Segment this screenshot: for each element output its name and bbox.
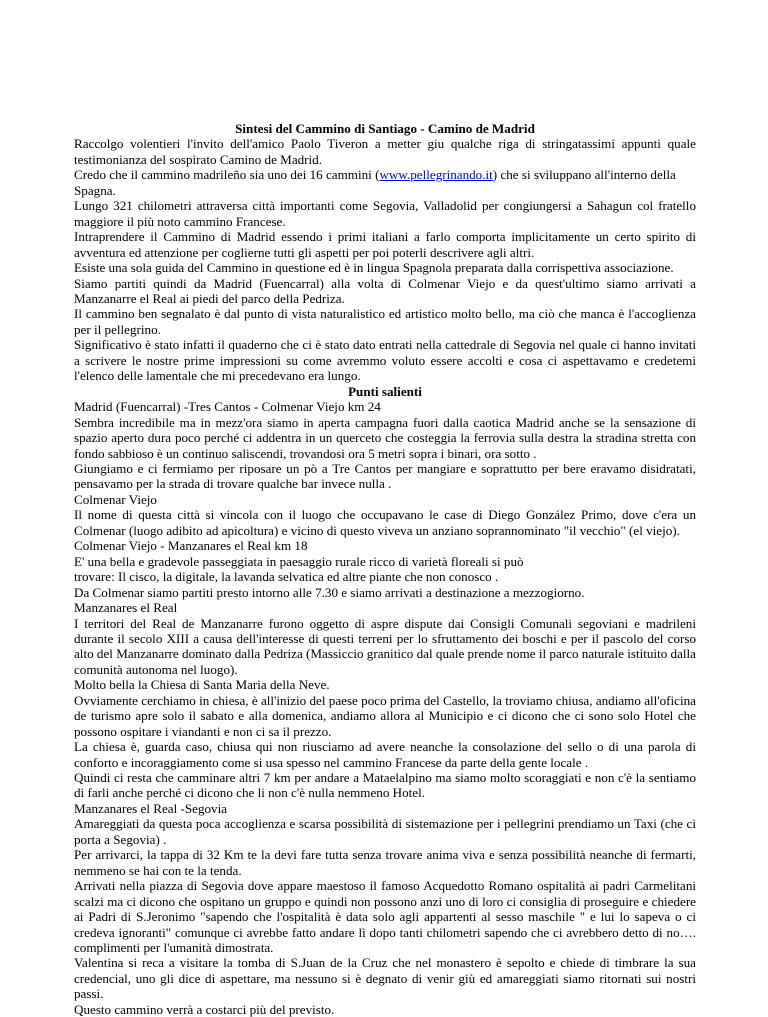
intro-link-after: ) che si sviluppano all'interno della Spagna. (74, 167, 676, 198)
pellegrinando-link[interactable]: www.pellegrinando.it (379, 167, 493, 183)
body-paragraph: La chiesa è, guarda caso, chiusa qui non riusciamo ad avere neanche la consolazione del sello o di una parola di conforto e incoraggiamento come si usa spesso nel cammino Francese da parte della gente locale . (74, 739, 696, 770)
body-paragraph: Colmenar Viejo (74, 491, 157, 507)
body-paragraph: Giungiamo e ci fermiamo per riposare un pò a Tre Cantos per mangiare e soprattutto per bere eravamo disidratati, pensavamo per la strada di trovare qualche bar invece nulla . (74, 460, 696, 492)
body-paragraph: Molto bella la Chiesa di Santa Maria della Neve. (74, 677, 330, 693)
body-paragraph: trovare: Il cisco, la digitale, la lavanda selvatica ed altre piante che non conosco . (74, 569, 499, 585)
body-paragraph: E' una bella e gradevole passeggiata in paesaggio rurale ricco di varietà floreali si può (74, 553, 524, 569)
intro-paragraph: Il cammino ben segnalato è dal punto di vista naturalistico ed artistico molto bello, ma ciò che manca è l'accoglienza per il pellegrino. (74, 306, 696, 337)
body-paragraphs (74, 399, 696, 1017)
body-paragraph: Colmenar Viejo - Manzanares el Real km 18 (74, 538, 308, 554)
body-paragraph: Ovviamente cerchiamo in chiesa, è all'inizio del paese poco prima del Castello, la troviamo chiusa, andiamo all'oficina de turismo apre solo il sabato e alla domenica, andiamo allora al Municipio e ci dicono che ci sono solo Hotel che possono ospitare i viandanti e non ci sa il prezzo. (74, 692, 696, 739)
intro-paragraph: Raccolgo volentieri l'invito dell'amico Paolo Tiveron a metter giu qualche riga di stringatassimi appunti quale testimonianza del sospirato Camino de Madrid. (74, 136, 696, 167)
body-paragraph: Madrid (Fuencarral) -Tres Cantos - Colmenar Viejo km 24 (74, 399, 381, 415)
body-paragraph: Manzanares el Real (74, 600, 178, 616)
body-paragraph: Quindi ci resta che camminare altri 7 km per andare a Mataelalpino ma siamo molto scoraggiati e non c'è la sentiamo di farli anche perché ci dicono che li non c'è nulla nemmeno Hotel. (74, 770, 696, 801)
body-paragraph: Il nome di questa città si vincola con il luogo che occupavano le case di Diego González Primo, dove c'era un Colmenar (luogo adibito ad apicoltura) e vicino di questo viveva un anziano soprannominato "il vecchio" (el viejo). (74, 507, 696, 538)
intro-link-before: Credo che il cammino madrileño sia uno dei 16 cammini ( (74, 167, 380, 183)
intro-paragraph: Intraprendere il Cammino di Madrid essendo i primi italiani a farlo comporta implicitamente un certo spirito di avventura ed attenzione per coglierne tutti gli aspetti per poi poterli descrivere agli altri. (74, 229, 696, 260)
body-paragraph: Questo cammino verrà a costarci più del previsto. (74, 1001, 335, 1017)
body-paragraph: Amareggiati da questa poca accoglienza e scarsa possibilità di sistemazione per i pellegrini prendiamo un Taxi (che ci porta a Segovia) . (74, 816, 696, 847)
intro-paragraph-with-link (74, 167, 696, 198)
intro-paragraph: Lungo 321 chilometri attraversa città importanti come Segovia, Valladolid per congiungersi a Sahagun col fratello maggiore il più noto cammino Francese. (74, 198, 696, 229)
intro-paragraph: Significativo è stato infatti il quaderno che ci è stato dato entrati nella cattedrale di Segovia nel quale ci hanno invitati a scrivere le nostre prime impressioni su come avremmo voluto essere accolti e cosa ci aspettavamo e credetemi l'elenco delle lamentale che mi precedevano era lungo. (74, 337, 696, 384)
body-paragraph: Manzanares el Real -Segovia (74, 800, 228, 816)
body-paragraph: Arrivati nella piazza di Segovia dove appare maestoso il famoso Acquedotto Romano ospitalità ai padri Carmelitani scalzi ma ci dicono che ospitano un gruppo e quindi non possono anzi uno di loro ci consiglia di proseguire e chiedere ai Padri di S.Jeronimo "sapendo che l'ospitalità è data solo agli appartenti al sesso maschile " e lui lo sapeva o ci credeva ignoranti" comunque ci avrebbe fatto andare lì dopo tanti chilometri sapendo che ci avrebbero detto di no…. complimenti per l'umanità dimostrata. (74, 878, 696, 956)
body-paragraph: Da Colmenar siamo partiti presto intorno alle 7.30 e siamo arrivati a destinazione a mezzogiorno. (74, 584, 585, 600)
section-title: Punti salienti (348, 383, 422, 399)
body-paragraph: I territori del Real de Manzanarre furono oggetto di aspre dispute dai Consigli Comunali segoviani e madrileni durante il secolo XIII a causa dell'interesse di questi terreni per lo sfruttamento dei boschi e per il pascolo del corso alto del Manzanarre dominato dalla Pedriza (Massiccio granitico dal quale prende nome il parco naturale istituito dalla comunità autonoma nel luogo). (74, 615, 696, 677)
document-page (74, 121, 696, 1017)
document-title: Sintesi del Cammino di Santiago - Camino de Madrid (235, 121, 535, 136)
body-paragraph: Valentina si reca a visitare la tomba di S.Juan de la Cruz che nel monastero è sepolto e chiede di timbrare la sua credencial, uno gli dice di aspettare, ma nessuno si è degnato di venir giù ed amareggiati siamo ritornati sui nostri passi. (74, 955, 696, 1002)
body-paragraph: Per arrivarci, la tappa di 32 Km te la devi fare tutta senza trovare anima viva e senza possibilità neanche di fermarti, nemmeno se hai con te la tenda. (74, 847, 696, 878)
body-paragraph: Sembra incredibile ma in mezz'ora siamo in aperta campagna fuori dalla caotica Madrid anche se la sensazione di spazio aperto dura poco perché ci addentra in un querceto che costeggia la ferrovia sulla destra la stradina stretta con fondo sabbioso è un continuo saliscendi, trovandosi ora 5 metri sopra i binari, ora sotto . (74, 414, 696, 461)
intro-paragraph: Siamo partiti quindi da Madrid (Fuencarral) alla volta di Colmenar Viejo e da quest'ultimo siamo arrivati a Manzanarre el Real ai piedi del parco della Pedriza. (74, 275, 696, 306)
intro-paragraph: Esiste una sola guida del Cammino in questione ed è in lingua Spagnola preparata dalla corrispettiva associazione. (74, 260, 674, 276)
